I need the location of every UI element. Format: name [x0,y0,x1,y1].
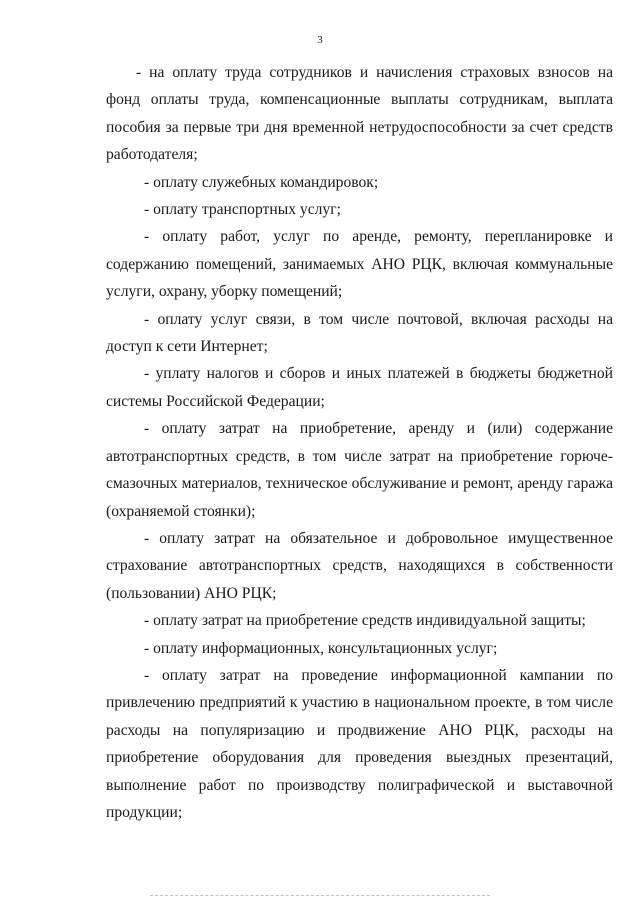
scan-edge-divider [150,895,490,897]
paragraph-business-trips: - оплату служебных командировок; [144,173,379,191]
paragraph-communication: - оплату услуг связи, в том числе почтовой, включая расходы на доступ к сети Интернет; [106,310,613,356]
paragraph-information-campaign: - оплату затрат на проведение информационной кампании по привлечению предприятий к участию в национальном проекте, в том числе расходы на популяризацию и продвижение АНО РЦК, расходы на приобретение оборудования для проведения выездных презентаций, выполнение работ по производству полиграфической и выставочной продукции; [106,666,613,821]
paragraph-protective-equipment: - оплату затрат на приобретение средств индивидуальной защиты; [144,612,586,630]
paragraph-vehicles: - оплату затрат на приобретение, аренду и (или) содержание автотранспортных средств, в том числе затрат на приобретение горюче-смазочных материалов, техническое обслуживание и ремонт, аренду гаража (охраняемой стоянки); [106,420,613,520]
paragraph-consulting: - оплату информационных, консультационных услуг; [144,639,498,657]
paragraph-premises: - оплату работ, услуг по аренде, ремонту, перепланировке и содержанию помещений, занимаемых АНО РЦК, включая коммунальные услуги, охрану, уборку помещений; [106,228,613,301]
paragraph-payroll: - на оплату труда сотрудников и начисления страховых взносов на фонд оплаты труда, компенсационные выплаты сотрудникам, выплата пособия за первые три дня временной нетрудоспособности за счет средств работодателя; [106,64,613,164]
document-body [106,59,613,826]
paragraph-vehicle-insurance: - оплату затрат на обязательное и добровольное имущественное страхование автотранспортных средств, находящихся в собственности (пользовании) АНО РЦК; [106,529,613,602]
paragraph-transport-services: - оплату транспортных услуг; [144,201,341,219]
paragraph-taxes: - уплату налогов и сборов и иных платежей в бюджеты бюджетной системы Российской Федерации; [106,365,613,410]
page-number: 3 [317,34,323,46]
